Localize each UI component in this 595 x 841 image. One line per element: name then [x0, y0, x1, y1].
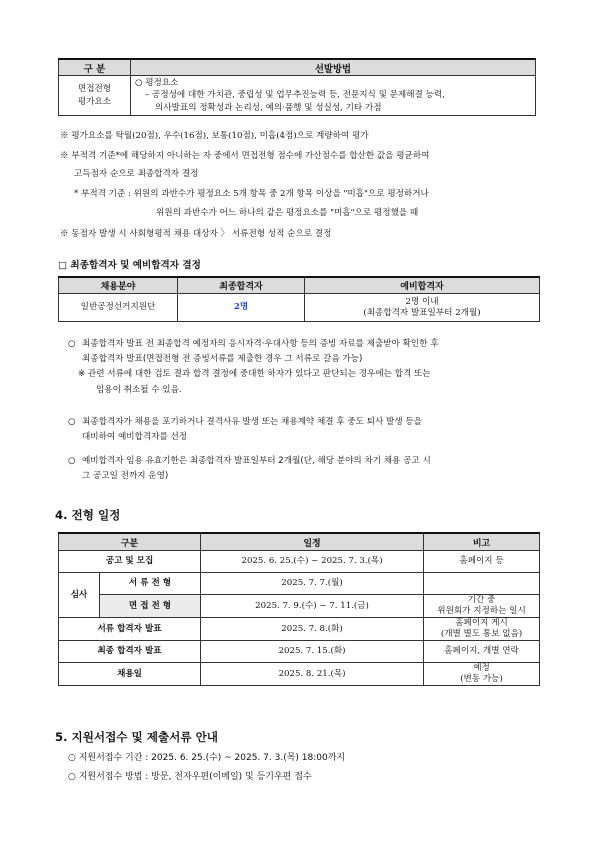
note-criteria: * 부적격 기준 : 위원의 과반수가 평정요소 5개 항목 중 2개 항목 이상을 "미흡"으로 평정하거나 — [74, 189, 429, 199]
bullet-2-line1: 최종합격자가 채용을 포기하거나 결격사유 발생 또는 채용계약 체결 후 중도 퇴사 발생 등을 — [82, 417, 422, 427]
bullet-2-line2: 대비하여 예비합격자를 선정 — [82, 432, 188, 443]
row-doc-result-label: 서류 합격자 발표 — [59, 618, 201, 641]
note-scoring: ※ 평가요소를 탁월(20점), 우수(16점), 보통(10점), 미흡(4점)으로 계량하여 평가 — [60, 131, 369, 141]
final-bullet-2 — [68, 415, 546, 445]
reserve-cell — [305, 294, 540, 322]
selection-method-table — [58, 58, 536, 116]
row-doc-result-note — [424, 618, 540, 641]
schedule-table — [58, 532, 540, 686]
header-category: 구 분 — [59, 59, 131, 76]
header-final: 최종합격자 — [178, 277, 305, 294]
item-title: ○ 평정요소 — [135, 78, 179, 88]
bullet-3-line2: 그 공고일 전까지 운영) — [82, 471, 169, 482]
note-disqualify-cont: 고득점자 순으로 최종합격자 결정 — [74, 169, 199, 179]
row-document-note — [424, 573, 540, 595]
bullet-1-line2: 최종합격자 발표(면접전형 전 증빙서류를 제출한 경우 그 서류로 갈음 가능) — [82, 354, 363, 365]
field-cell: 일반공정선거지원단 — [59, 294, 178, 322]
item-detail-line2: 의사발표의 정확성과 논리성, 예의·품행 및 성실성, 기타 가점 — [155, 102, 382, 113]
row-hiring-note — [424, 663, 540, 686]
row-hiring-date: 2025. 8. 21.(목) — [201, 663, 424, 686]
bullet-1-note-line1: ※ 관련 서류에 대한 검토 결과 합격 결정에 중대한 하자가 있다고 판단되는 경우에는 합격 또는 — [78, 369, 431, 380]
review-label: 심사 — [59, 573, 100, 618]
application-section-title: 5. 지원서접수 및 제출서류 안내 — [55, 730, 219, 744]
row-label — [59, 76, 131, 116]
application-period: ○ 지원서접수 기간 : 2025. 6. 25.(수) ~ 2025. 7. 3.(목) 18:00까지 — [68, 753, 346, 763]
bullet-1-line1: 최종합격자 발표 전 최종합격 예정자의 응시자격·우대사항 등의 증빙 자료를 제출받아 확인한 후 — [82, 339, 439, 349]
bullet-symbol: ○ — [68, 456, 76, 466]
header-category: 구분 — [59, 533, 201, 551]
application-method: ○ 지원서접수 방법 : 방문, 전자우편(이메일) 및 등기우편 접수 — [68, 772, 312, 782]
hiring-note-line2: (변동 가능) — [460, 674, 503, 684]
evaluation-elements — [131, 76, 536, 116]
final-bullet-1 — [68, 337, 546, 398]
bullet-symbol: ○ — [68, 339, 76, 349]
final-section-title: □ 최종합격자 및 예비합격자 결정 — [58, 260, 201, 271]
interview-note-line1: 기간 중 — [467, 595, 496, 605]
header-remark: 비고 — [424, 533, 540, 551]
bullet-1-note-line2: 임용이 취소될 수 있음. — [96, 384, 182, 395]
hiring-note-line1: 예정 — [473, 663, 490, 673]
row-notice-label: 공고 및 모집 — [59, 551, 201, 573]
row-final-result-note: 홈페이지, 개별 연락 — [424, 641, 540, 663]
doc-result-note-line2: (개별 별도 통보 없음) — [440, 629, 523, 639]
doc-result-note-line1: 홈페이지 게시 — [455, 618, 508, 628]
row-interview-note — [424, 595, 540, 618]
header-schedule: 일정 — [201, 533, 424, 551]
row-interview-date: 2025. 7. 9.(수) ~ 7. 11.(금) — [201, 595, 424, 618]
row-doc-result-date: 2025. 7. 8.(화) — [201, 618, 424, 641]
row-interview-label: 면 접 전 형 — [100, 595, 201, 618]
note-disqualify: ※ 부적격 기준*에 해당하지 아니하는 자 중에서 면접전형 점수에 가산점수를 합산한 값을 평균하여 — [60, 151, 430, 161]
schedule-section-title: 4. 전형 일정 — [55, 508, 121, 522]
row-label-line2: 평가요소 — [77, 96, 112, 107]
item-detail-line1: – 공정성에 대한 가치관, 중립성 및 업무추진능력 등, 전문지식 및 문제해결 능력, — [145, 90, 445, 101]
note-tie: ※ 동점자 발생 시 사회형평적 채용 대상자 〉 서류전형 성적 순으로 결정 — [60, 229, 332, 239]
final-count: 2명 — [178, 294, 305, 322]
header-field: 채용분야 — [59, 277, 178, 294]
header-method: 선발방법 — [131, 59, 536, 76]
row-label-line1: 면접전형 — [77, 83, 112, 94]
row-notice-date: 2025. 6. 25.(수) ~ 2025. 7. 3.(목) — [201, 551, 424, 573]
row-final-result-label: 최종 합격자 발표 — [59, 641, 201, 663]
note-criteria-cont: 위원의 과반수가 어느 하나의 같은 평정요소를 "미흡"으로 평정했을 때 — [156, 208, 419, 218]
row-hiring-label: 채용일 — [59, 663, 201, 686]
reserve-count: 2명 이내 — [405, 296, 439, 307]
row-notice-note: 홈페이지 등 — [424, 551, 540, 573]
row-document-date: 2025. 7. 7.(월) — [201, 573, 424, 595]
bullet-3-line1: 예비합격자 임용 유효기한은 최종합격자 발표일부터 2개월(단, 해당 분야의 차기 채용 공고 시 — [82, 456, 431, 466]
final-bullet-3 — [68, 454, 546, 484]
bullet-symbol: ○ — [68, 417, 76, 427]
interview-note-line2: 위원회가 지정하는 일시 — [437, 606, 526, 616]
reserve-period: (최종합격자 발표일부터 2개월) — [363, 307, 481, 318]
row-document-label: 서 류 전 형 — [100, 573, 201, 595]
header-reserve: 예비합격자 — [305, 277, 540, 294]
final-pass-table — [58, 276, 540, 322]
row-final-result-date: 2025. 7. 15.(화) — [201, 641, 424, 663]
